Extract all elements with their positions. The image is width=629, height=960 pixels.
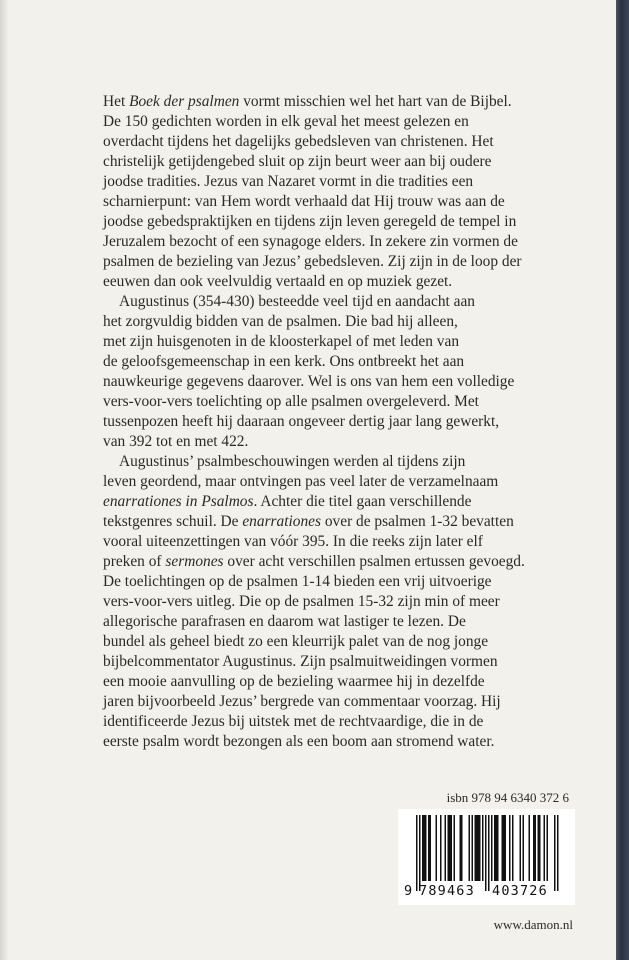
barcode-bar [529, 815, 531, 881]
text-line [103, 172, 573, 192]
text-line [103, 512, 573, 532]
barcode-bar [485, 815, 487, 891]
text-span: jaren bijvoorbeeld Jezus’ bergrede van commentaar voorzag. Hij [103, 693, 501, 710]
barcode-bar [539, 815, 541, 881]
text-line [103, 452, 573, 472]
text-line [103, 332, 573, 352]
text-line [103, 232, 573, 252]
text-line [103, 312, 573, 332]
barcode-bar [451, 815, 453, 881]
text-span: een mooie aanvulling op de bezieling waarmee hij in dezelfde [103, 673, 485, 690]
barcode-bar [557, 815, 559, 891]
text-span: joodse gebedspraktijken en tijdens zijn leven geregeld de tempel in [103, 213, 517, 230]
barcode-bar [445, 815, 447, 881]
paragraph-1 [103, 92, 573, 292]
italic-span: sermones [165, 553, 224, 570]
text-span: allegorische parafrasen en daarom wat lastiger te lezen. De [103, 613, 466, 630]
barcode-bar [494, 815, 496, 881]
text-line [103, 112, 573, 132]
barcode-bar [497, 815, 499, 881]
text-line [103, 652, 573, 672]
paragraph-2 [103, 292, 573, 452]
text-line [103, 252, 573, 272]
text-span: over de psalmen 1-32 bevatten [321, 513, 514, 530]
text-line [103, 92, 573, 112]
barcode-bar [416, 815, 418, 891]
text-line [103, 552, 573, 572]
text-line [103, 392, 573, 412]
barcode-bar [472, 815, 474, 881]
barcode-first-digit: 9 [404, 883, 413, 899]
italic-span: enarrationes in Psalmos [103, 493, 254, 510]
barcode-bar [475, 815, 477, 881]
barcode-bar [476, 815, 478, 881]
barcode-bar [535, 815, 537, 881]
isbn-label: isbn 978 94 6340 372 6 [446, 790, 569, 805]
text-line [103, 132, 573, 152]
barcode-bar [460, 815, 462, 881]
text-line [103, 432, 573, 452]
spine-shadow [0, 0, 8, 960]
text-line [103, 412, 573, 432]
barcode-bar [547, 815, 549, 881]
text-span: joodse tradities. Jezus van Nazaret vormt in die tradities een [103, 173, 474, 190]
paragraph-3 [103, 452, 573, 752]
barcode-bar [448, 815, 450, 881]
barcode-bar [436, 815, 438, 881]
text-span: Het [103, 93, 130, 110]
text-span: leven geordend, maar ontvingen pas veel later de verzamelnaam [103, 473, 499, 490]
barcode [398, 809, 575, 905]
text-span: eerste psalm wordt bezongen als een boom aan stromend water. [103, 733, 495, 750]
barcode-bar [533, 815, 535, 881]
barcode-bar [491, 815, 493, 881]
text-span: tekstgenres schuil. De [103, 513, 243, 530]
barcode-bar [502, 815, 504, 881]
text-span: vers-voor-vers uitleg. Die op de psalmen 15-32 zijn min of meer [103, 593, 500, 610]
barcode-bar [454, 815, 456, 881]
barcode-bar [422, 815, 424, 881]
text-span: Augustinus’ psalmbeschouwingen werden al tijdens zijn [119, 453, 466, 470]
text-span: eeuwen dan ook veelvuldig vertaald en op muziek gezet. [103, 273, 453, 290]
barcode-bar [538, 815, 540, 881]
text-span: scharnierpunt: van Hem wordt verhaald dat Hij trouw was aan de [103, 193, 505, 210]
blurb-text [103, 92, 573, 752]
text-line [103, 712, 573, 732]
text-line [103, 692, 573, 712]
text-line [103, 632, 573, 652]
text-span: met zijn huisgenoten in de kloosterkapel of met leden van [103, 333, 460, 350]
barcode-bar [544, 815, 546, 881]
text-span: . Achter die titel gaan verschillende [253, 493, 472, 510]
text-span: het zorgvuldig bidden van de psalmen. Die bad hij alleen, [103, 313, 458, 330]
barcode-bar [505, 815, 507, 881]
barcode-bar [512, 815, 514, 881]
barcode-bar [554, 815, 556, 891]
text-line [103, 352, 573, 372]
barcode-bar [461, 815, 463, 881]
publisher-website: www.damon.nl [493, 917, 573, 932]
barcode-bar [440, 815, 442, 881]
text-line [103, 612, 573, 632]
text-line [103, 152, 573, 172]
barcode-bar [428, 815, 430, 881]
text-line [103, 492, 573, 512]
text-line [103, 572, 573, 592]
text-line [103, 192, 573, 212]
barcode-bar [488, 815, 490, 891]
text-span: bijbelcommentator Augustinus. Zijn psalmuitweidingen vormen [103, 653, 498, 670]
text-span: vooral uiteenzettingen van vóór 395. In die reeks zijn later elf [103, 533, 483, 550]
text-line [103, 592, 573, 612]
barcode-bar [523, 815, 525, 881]
barcode-group-left: 789463 [419, 883, 475, 899]
text-span: Augustinus (354-430) besteedde veel tijd en aandacht aan [119, 293, 476, 310]
barcode-bar [430, 815, 432, 881]
barcode-bar [496, 815, 498, 881]
text-span: De 150 gedichten worden in elk geval het meest gelezen en [103, 113, 469, 130]
text-span: overdacht tijdens het dagelijks gebedsleven van christenen. Het [103, 133, 494, 150]
text-span: tussenpozen heeft hij daaraan ongeveer dertig jaar lang gewerkt, [103, 413, 500, 430]
text-line [103, 532, 573, 552]
barcode-bar [520, 815, 522, 881]
text-span: Jeruzalem bezocht of een synagoge elders. In zekere zin vormen de [103, 233, 518, 250]
text-line [103, 672, 573, 692]
barcode-bar [424, 815, 426, 881]
barcode-bar [425, 815, 427, 881]
text-line [103, 272, 573, 292]
barcode-bar [449, 815, 451, 881]
barcode-bar [469, 815, 471, 881]
text-line [103, 732, 573, 752]
barcode-bar [503, 815, 505, 881]
text-span: christelijk getijdengebed sluit op zijn beurt weer aan bij oudere [103, 153, 492, 170]
text-span: van 392 tot en met 422. [103, 433, 249, 450]
text-line [103, 292, 573, 312]
barcode-group-right: 403726 [492, 883, 548, 899]
text-line [103, 472, 573, 492]
barcode-bar [419, 815, 421, 891]
book-edge [616, 0, 629, 960]
text-line [103, 372, 573, 392]
text-span: over acht verschillen psalmen ertussen gevoegd. [223, 553, 525, 570]
italic-span: enarrationes [242, 513, 322, 530]
barcode-bar [479, 815, 481, 881]
barcode-bar [482, 815, 484, 881]
text-line [103, 212, 573, 232]
italic-span: Boek der psalmen [129, 93, 240, 110]
text-span: De toelichtingen op de psalmen 1-14 bieden een vrij uitvoerige [103, 573, 492, 590]
text-span: preken of [103, 553, 166, 570]
text-span: de geloofsgemeenschap in een kerk. Ons ontbreekt het aan [103, 353, 465, 370]
barcode-bar [509, 815, 511, 881]
text-span: identificeerde Jezus bij uitstek met de rechtvaardige, die in de [103, 713, 484, 730]
text-span: vers-voor-vers toelichting op alle psalmen overgeleverd. Met [103, 393, 479, 410]
text-span: vormt misschien wel het hart van de Bijbel. [239, 93, 512, 110]
text-span: psalmen de bezieling van Jezus’ gebedsleven. Zij zijn in de loop der [103, 253, 522, 270]
text-span: nauwkeurige gegevens daarover. Wel is ons van hem een volledige [103, 373, 515, 390]
barcode-number [398, 883, 575, 901]
text-span: bundel als geheel biedt zo een kleurrijk palet van de nog jonge [103, 633, 489, 650]
barcode-bar [478, 815, 480, 881]
